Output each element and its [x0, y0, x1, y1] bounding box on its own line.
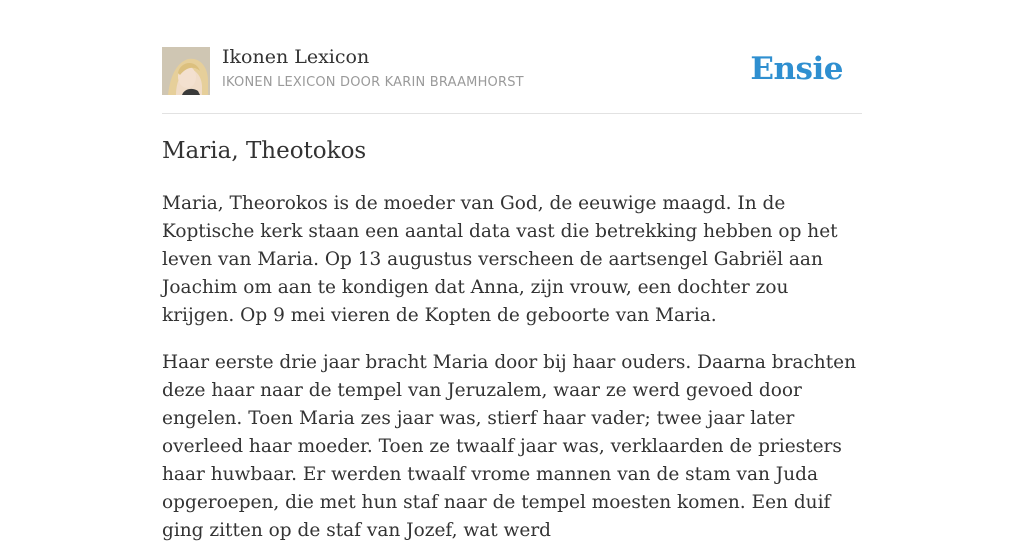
ensie-logo[interactable]: Ensie — [750, 51, 843, 87]
avatar-icon — [162, 47, 210, 95]
article-paragraph-1: Maria, Theorokos is de moeder van God, de eeuwige maagd. In de Koptische kerk staan een aantal data vast die betrekking hebben op het leven van Maria. Op 13 augustus verscheen de aartsengel Gabriël aan Joachim om aan te kondigen dat Anna, zijn vrouw, een dochter zou krijgen. Op 9 mei vieren de Kopten de geboorte van Maria. — [162, 193, 838, 326]
blog-title[interactable]: Ikonen Lexicon — [222, 46, 370, 68]
header — [162, 0, 862, 114]
article-title: Maria, Theotokos — [162, 138, 367, 164]
page — [162, 0, 862, 541]
author-avatar[interactable] — [162, 47, 210, 95]
article-paragraph-2: Haar eerste drie jaar bracht Maria door bij haar ouders. Daarna brachten deze haar naar de tempel van Jeruzalem, waar ze werd gevoed door engelen. Toen Maria zes jaar was, stierf haar vader; twee jaar later overleed haar moeder. Toen ze twaalf jaar was, verklaarden de priesters haar huwbaar. Er werden twaalf vrome mannen van de stam van Juda opgeroepen, die met hun staf naar de tempel moesten komen. Een duif ging zitten op de staf van Jozef, wat werd — [162, 352, 857, 541]
blog-subtitle[interactable]: IKONEN LEXICON DOOR KARIN BRAAMHORST — [222, 75, 524, 90]
